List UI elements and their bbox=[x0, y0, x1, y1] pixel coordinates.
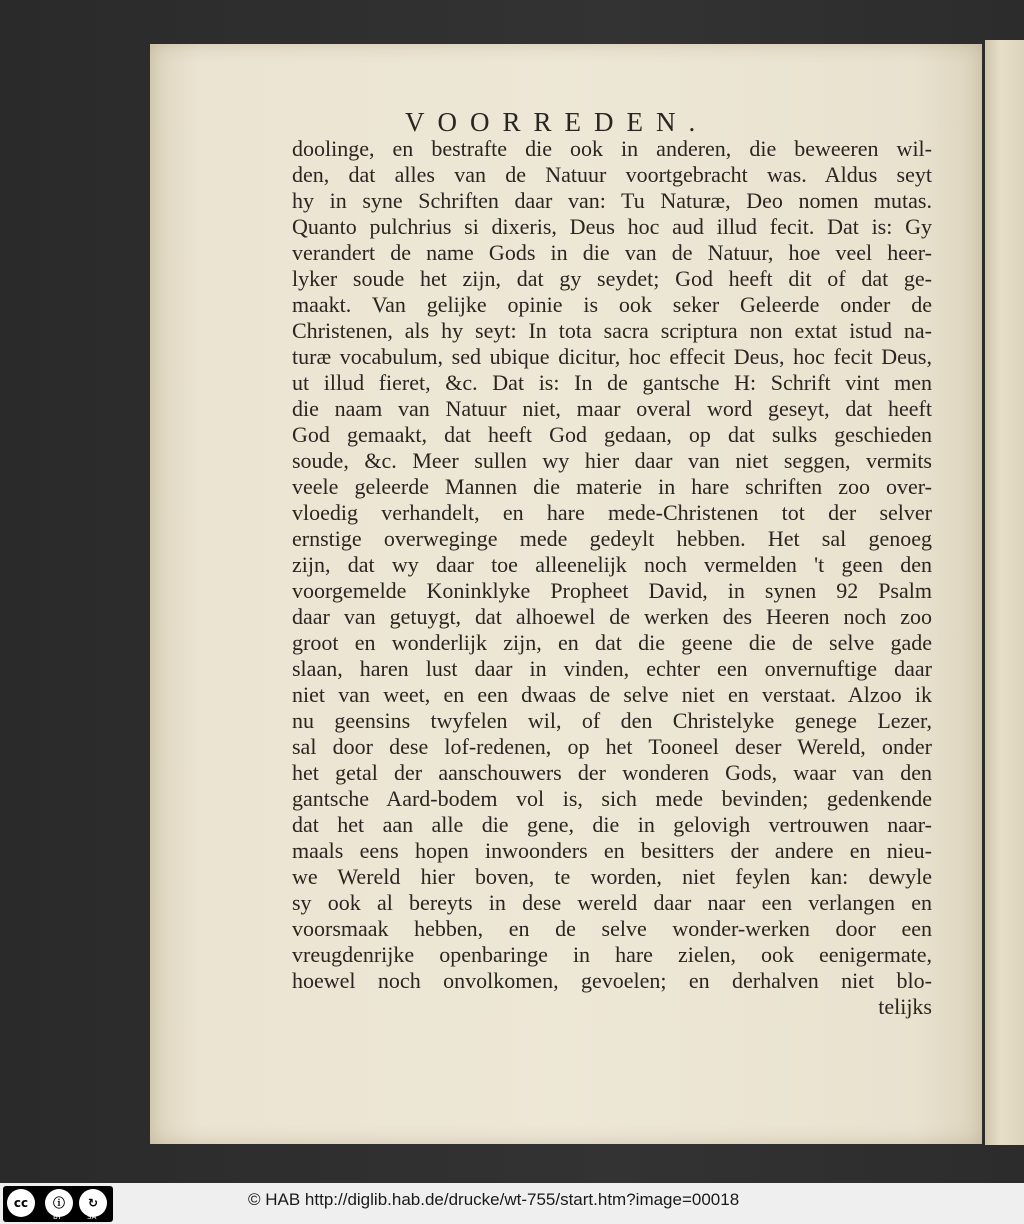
text-line: Christenen, als hy seyt: In tota sacra scriptura non extat istud na- bbox=[292, 318, 932, 343]
text-line: verandert de name Gods in die van de Natuur, hoe veel heer- bbox=[292, 240, 932, 265]
cc-icon: cc bbox=[7, 1189, 35, 1217]
text-line: slaan, haren lust daar in vinden, echter een onvernuftige daar bbox=[292, 656, 932, 681]
license-label-by: BY bbox=[53, 1213, 62, 1221]
text-line: turæ vocabulum, sed ubique dicitur, hoc effecit Deus, hoc fecit Deus, bbox=[292, 344, 932, 369]
text-line: we Wereld hier boven, te worden, niet feylen kan: dewyle bbox=[292, 864, 932, 889]
text-line: daar van getuygt, dat alhoewel de werken des Heeren noch zoo bbox=[292, 604, 932, 629]
text-line: telijks bbox=[878, 994, 932, 1019]
cc-license-badge[interactable] bbox=[3, 1186, 113, 1222]
text-line: groot en wonderlijk zijn, en dat die geene die de selve gade bbox=[292, 630, 932, 655]
facing-page-edge bbox=[985, 40, 1024, 1145]
text-line: maakt. Van gelijke opinie is ook seker Geleerde onder de bbox=[292, 292, 932, 317]
text-line: lyker soude het zijn, dat gy seydet; God heeft dit of dat ge- bbox=[292, 266, 932, 291]
text-line: God gemaakt, dat heeft God gedaan, op dat sulks geschieden bbox=[292, 422, 932, 447]
copyright-link[interactable]: © HAB http://diglib.hab.de/drucke/wt-755/start.htm?image=00018 bbox=[248, 1190, 740, 1209]
text-line: Quanto pulchrius si dixeris, Deus hoc aud illud fecit. Dat is: Gy bbox=[292, 214, 932, 239]
text-line: sy ook al bereyts in dese wereld daar naar een verlangen en bbox=[292, 890, 932, 915]
text-line: den, dat alles van de Natuur voortgebracht was. Aldus seyt bbox=[292, 162, 932, 187]
text-line: ut illud fieret, &c. Dat is: In de gantsche H: Schrift vint men bbox=[292, 370, 932, 395]
text-line: veele geleerde Mannen die materie in hare schriften zoo over- bbox=[292, 474, 932, 499]
text-line: gantsche Aard-bodem vol is, sich mede bevinden; gedenkende bbox=[292, 786, 932, 811]
text-line: voorsmaak hebben, en de selve wonder-werken door een bbox=[292, 916, 932, 941]
text-line: zijn, dat wy daar toe alleenelijk noch vermelden 't geen den bbox=[292, 552, 932, 577]
share-alike-icon: ↻ bbox=[79, 1189, 107, 1217]
text-line: maals eens hopen inwoonders en besitters der andere en nieu- bbox=[292, 838, 932, 863]
text-line: hy in syne Schriften daar van: Tu Naturæ, Deo nomen mutas. bbox=[292, 188, 932, 213]
text-line: sal door dese lof-redenen, op het Tooneel deser Wereld, onder bbox=[292, 734, 932, 759]
text-line: doolinge, en bestrafte die ook in anderen, die beweeren wil- bbox=[292, 136, 932, 161]
page-header: VOORREDEN. bbox=[405, 107, 709, 137]
text-line: voorgemelde Koninklyke Propheet David, in synen 92 Psalm bbox=[292, 578, 932, 603]
license-label-sa: SA bbox=[87, 1213, 97, 1221]
text-line: vreugdenrijke openbaringe in hare zielen, ook eenigermate, bbox=[292, 942, 932, 967]
text-line: ernstige overweginge mede gedeylt hebben. Het sal genoeg bbox=[292, 526, 932, 551]
text-line: het getal der aanschouwers der wonderen Gods, waar van den bbox=[292, 760, 932, 785]
text-line: soude, &c. Meer sullen wy hier daar van niet seggen, vermits bbox=[292, 448, 932, 473]
text-line: die naam van Natuur niet, maar overal word geseyt, dat heeft bbox=[292, 396, 932, 421]
text-line: vloedig verhandelt, en hare mede-Christenen tot der selver bbox=[292, 500, 932, 525]
text-line: niet van weet, en een dwaas de selve niet en verstaat. Alzoo ik bbox=[292, 682, 932, 707]
text-line: dat het aan alle die gene, die in gelovigh vertrouwen naar- bbox=[292, 812, 932, 837]
page-body-text bbox=[292, 136, 932, 1036]
text-line: nu geensins twyfelen wil, of den Christelyke genege Lezer, bbox=[292, 708, 932, 733]
text-line: hoewel noch onvolkomen, gevoelen; en derhalven niet blo- bbox=[292, 968, 932, 993]
attribution-icon: ⓘ bbox=[45, 1189, 73, 1217]
